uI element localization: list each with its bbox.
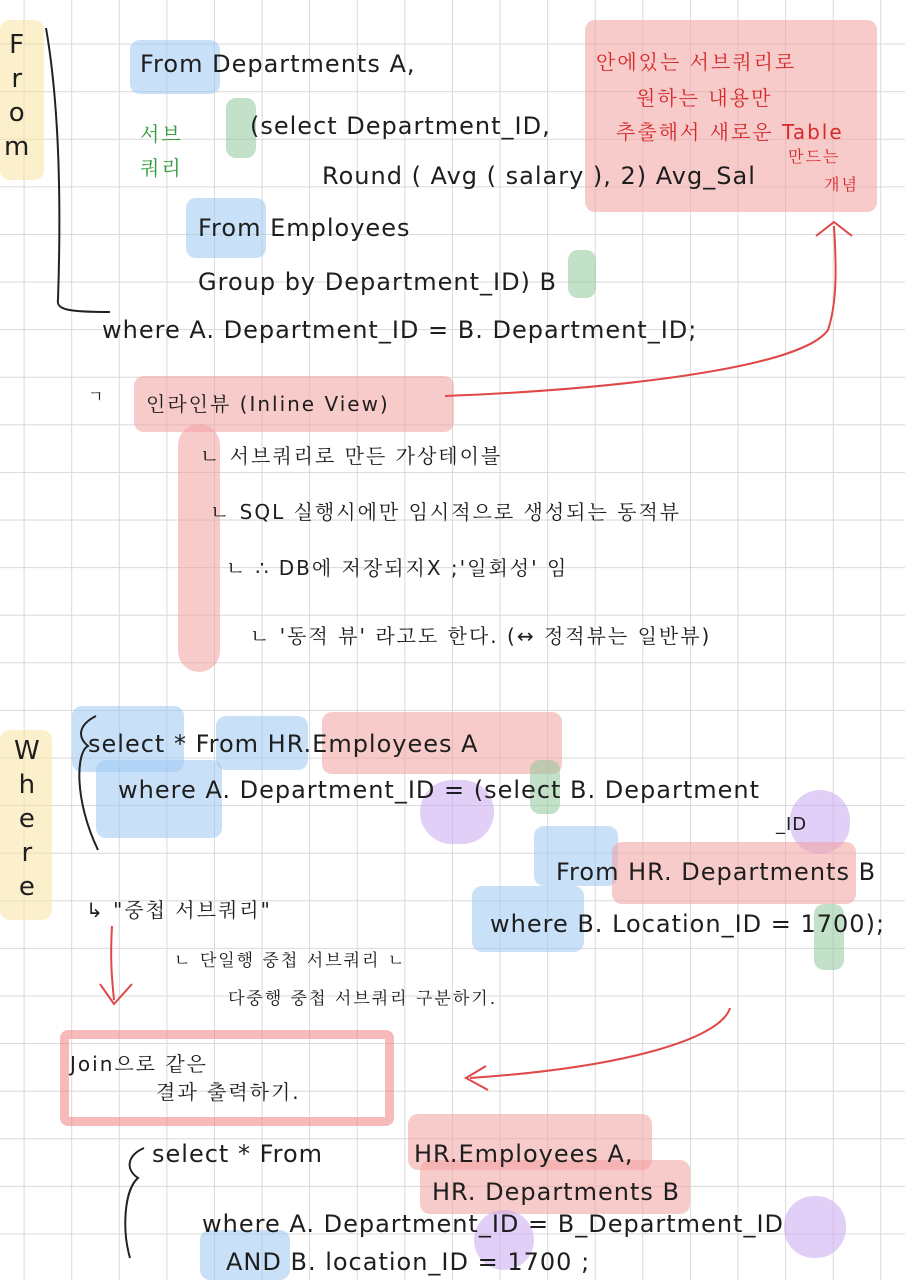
from-side-label <box>4 28 29 164</box>
nested-note-1: ㄴ 단일행 중첩 서브쿼리 ㄴ <box>174 951 407 971</box>
side-letter: F <box>9 30 25 60</box>
where-line-4: From HR. Departments B <box>556 858 877 886</box>
where-line-1: select * From HR.Employees A <box>88 730 479 758</box>
where-line-3: _ID <box>776 814 808 835</box>
join-title-2: 결과 출력하기. <box>156 1080 301 1104</box>
inline-view-note-3: ㄴ ∴ DB에 저장되지X ;'일회성' 임 <box>226 556 569 580</box>
join-line-5: AND B. location_ID = 1700 ; <box>226 1248 591 1276</box>
callout-line-3: 추출해서 새로운 Table <box>616 120 844 144</box>
side-letter: h <box>18 770 36 800</box>
from-line-5: Group by Department_ID) B <box>198 268 558 296</box>
side-letter: r <box>11 64 23 94</box>
join-line-2: HR.Employees A, <box>414 1140 634 1168</box>
where-side-label <box>14 734 40 904</box>
nested-subquery-label: ↳ "중첩 서브쿼리" <box>86 898 272 922</box>
side-letter: m <box>4 132 30 162</box>
subquery-tag-1: 서브 <box>140 122 183 146</box>
from-line-3: Round ( Avg ( salary ), 2) Avg_Sal <box>322 162 756 190</box>
where-line-5: where B. Location_ID = 1700); <box>490 910 886 938</box>
side-letter: e <box>18 804 35 834</box>
where-line-2: where A. Department_ID = (select B. Department <box>118 776 761 804</box>
side-letter: o <box>8 98 25 128</box>
side-letter: W <box>14 736 40 766</box>
side-letter: e <box>18 872 35 902</box>
callout-line-4: 만드는 <box>788 147 841 166</box>
join-title-1: Join으로 같은 <box>70 1052 209 1076</box>
callout-line-5: 개념 <box>824 175 859 194</box>
inline-view-title: 인라인뷰 (Inline View) <box>146 392 390 416</box>
subquery-tag-2: 쿼리 <box>140 156 183 180</box>
join-line-4: where A. Department_ID = B_Department_ID <box>202 1210 785 1238</box>
join-line-3: HR. Departments B <box>432 1178 680 1206</box>
from-line-1: From Departments A, <box>140 50 416 78</box>
callout-line-2: 원하는 내용만 <box>636 86 773 110</box>
join-line-1: select * From <box>152 1140 324 1168</box>
inline-view-mark: ㄱ <box>88 387 105 406</box>
from-line-2: (select Department_ID, <box>250 112 551 140</box>
inline-view-note-1: ㄴ 서브쿼리로 만든 가상테이블 <box>200 444 503 468</box>
nested-note-2: 다중행 중첩 서브쿼리 구분하기. <box>228 989 498 1009</box>
inline-view-note-4: ㄴ '동적 뷰' 라고도 한다. (↔ 정적뷰는 일반뷰) <box>250 624 712 648</box>
inline-view-note-2: ㄴ SQL 실행시에만 임시적으로 생성되는 동적뷰 <box>210 500 682 524</box>
callout-line-1: 안에있는 서브쿼리로 <box>596 50 797 74</box>
from-line-6: where A. Department_ID = B. Department_ID; <box>102 316 698 344</box>
from-line-4: From Employees <box>198 214 411 242</box>
side-letter: r <box>21 838 33 868</box>
